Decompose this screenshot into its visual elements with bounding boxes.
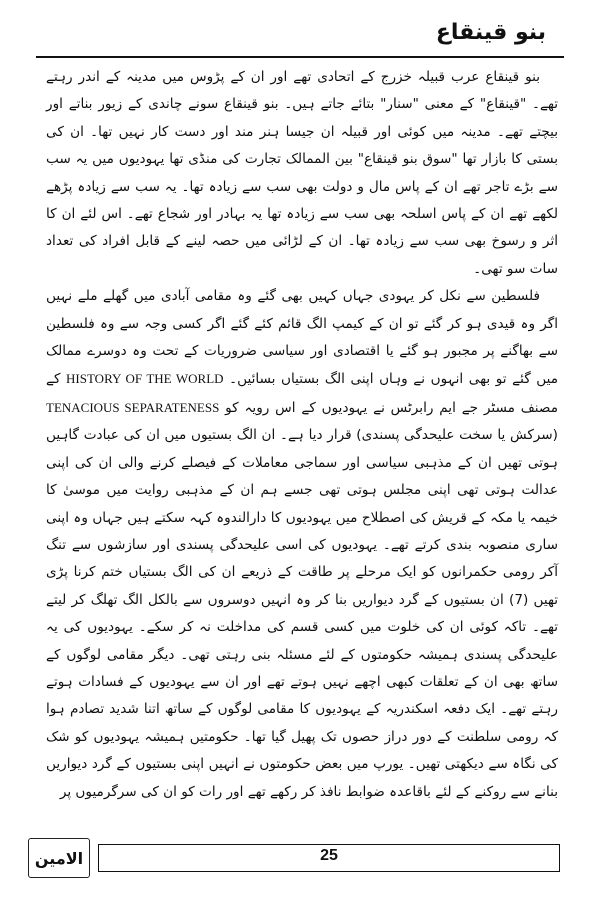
book-title-history-of-the-world: HISTORY OF THE WORLD [66, 371, 224, 387]
page-title: بنو قینقاع [435, 20, 546, 45]
paragraph-1 [46, 64, 558, 283]
page-number: 25 [320, 847, 338, 864]
publisher-logo-text: الامین [34, 848, 84, 868]
body-text [46, 64, 558, 806]
publisher-logo [28, 838, 90, 878]
term-tenacious-separateness: TENACIOUS SEPARATENESS [46, 399, 220, 415]
paragraph-2-text-b: کے مصنف مسٹر جے ایم رابرٹس نے یہودیوں کے اس رویہ کو [46, 371, 558, 416]
page-header [36, 18, 564, 58]
page-number-box [98, 844, 560, 872]
page-footer [28, 838, 560, 876]
paragraph-2 [46, 283, 558, 806]
paragraph-2-text-c: (سرکش یا سخت علیحدگی پسندی) قرار دیا ہے۔ ان الگ بستیوں میں ان کی عبادت گاہیں ہوتی تھیں ان کے مذہبی سیاسی اور سماجی معاملات کے فیصلے کرنے والی ان کی اپنی عدالت ہوتی تھی اپنی مجلس ہوتی تھی جسے ہم ان کے مذہبی روایت میں موسیٰ کا خیمہ یا مکہ کے قریش کی اصطلاح میں یہودیوں کا دارالندوہ کہہ سکتے ہیں جہاں وہ اپنی ساری منصوبہ بندی کرتے تھے۔ یہودیوں کی اسی علیحدگی پسندی اور سازشوں سے تنگ آکر رومی حکمرانوں کو ایک مرحلے پر طاقت کے ذریعے ان کی الگ بستیاں ختم کرنا پڑی تھیں (7) ان بستیوں کے گرد دیواریں بنا کر وہ انہیں دوسروں سے بالکل الگ تھلگ کر لیتے تھے۔ تاکہ کوئی ان کی خلوت میں کسی قسم کی مداخلت نہ کر سکے۔ یہودیوں کی یہ علیحدگی پسندی ہمیشہ حکومتوں کے لئے مسئلہ بنی رہتی تھی۔ دیگر مقامی لوگوں کے ساتھ بھی ان کے تعلقات کبھی اچھے نہیں ہوتے تھے اور ان سے یہودیوں کے فسادات ہوتے رہتے تھے۔ ایک دفعہ اسکندریہ کے یہودیوں کا مقامی لوگوں کے ساتھ اتنا شدید تصادم ہوا کہ رومی سلطنت کے دور دراز حصوں تک پھیل گیا تھا۔ حکومتیں ہمیشہ یہودیوں کو شک کی نگاہ سے دیکھتی تھیں۔ یورپ میں بعض حکومتوں نے انہیں اپنی بستیوں کے گرد دیواریں بنانے سے روکنے کے لئے باقاعدہ ضوابط نافذ کر رکھے تھے اور رات کو ان کی سرگرمیوں پر [46, 427, 559, 800]
paragraph-1-text: بنو قینقاع عرب قبیلہ خزرج کے اتحادی تھے اور ان کے پڑوس میں مدینہ کے اندر رہتے تھے۔ "قینقاع" کے معنی "سنار" بتائے جاتے ہیں۔ بنو قینقاع سونے چاندی کے زیور بناتے اور بیچتے تھے۔ مدینہ میں کوئی اور قبیلہ ان جیسا ہنر مند اور دست کار نہیں تھا۔ ان کی بستی کا بازار تھا "سوق بنو قینقاع" بین الممالک تجارت کی منڈی تھا یہودیوں میں یہ سب سے بڑے تاجر تھے ان کے پاس مال و دولت بھی سب سے زیادہ تھا۔ یہ سب سے زیادہ پڑھے لکھے تھے ان کے پاس اسلحہ بھی سب سے زیادہ تھا یہ بہادر اور شجاع تھے۔ اس لئے ان کا اثر و رسوخ بھی سب سے زیادہ تھا۔ ان کے لڑائی میں حصہ لینے کے قابل افراد کی تعداد سات سو تھی۔ [46, 69, 558, 277]
paragraph-2-text-a: فلسطین سے نکل کر یہودی جہاں کہیں بھی گئے وہ مقامی آبادی میں گھلے ملے نہیں اگر وہ قیدی ہو کر گئے تو ان کے کیمپ الگ قائم کئے گئے اگر کسی وجہ سے وہ فلسطین سے بھاگنے پر مجبور ہو گئے یا اقتصادی اور سیاسی ضروریات کے تحت وہ دوسرے ممالک میں گئے تو بھی انہوں نے وہاں اپنی الگ بستیاں بسائیں۔ [46, 288, 558, 388]
